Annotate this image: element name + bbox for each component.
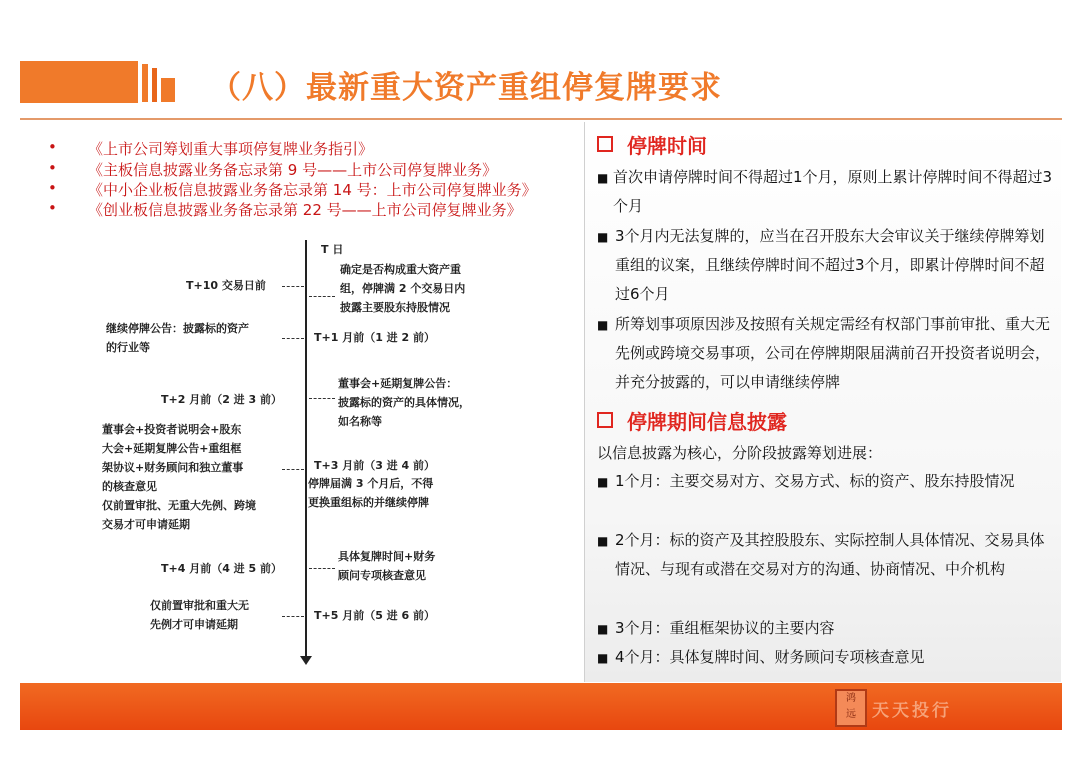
- timeline-note-resume: 具体复牌时间+财务 顾问专项核查意见: [338, 550, 436, 582]
- timeline-label-t2m: T+2 月前（2 进 3 前）: [161, 393, 282, 406]
- bullet-square-icon: ■: [597, 171, 609, 185]
- timeline-label-t5m: T+5 月前（5 进 6 前）: [314, 609, 435, 622]
- checkbox-square-icon: [597, 136, 613, 152]
- timeline-note-t0: 确定是否构成重大资产重 组，停牌满 2 个交易日内 披露主要股东持股情况: [340, 263, 466, 314]
- timeline-label-t3m: T+3 月前（3 进 4 前）: [314, 459, 435, 472]
- timeline-label-t10: T+10 交易日前: [186, 279, 266, 292]
- rule-item: 3个月内无法复牌的，应当在召开股东大会审议关于继续停牌筹划重组的议案，且继续停牌时间不超过3个月，即累计停牌时间不超过6个月: [615, 227, 1045, 303]
- disclosure-item: 1个月：主要交易对方、交易方式、标的资产、股东持股情况: [615, 472, 1015, 490]
- timeline-note-extension: 仅前置审批和重大无 先例才可申请延期: [150, 599, 249, 631]
- header-accent-stripe: [152, 68, 157, 102]
- timeline-connector: [282, 616, 304, 617]
- bullet-square-icon: ■: [597, 622, 609, 636]
- slide-title: （八）最新重大资产重组停复牌要求: [210, 70, 722, 106]
- timeline-connector: [309, 296, 335, 297]
- brand-watermark: 天天投行: [872, 701, 952, 721]
- section-title-suspension-time: 停牌时间: [597, 130, 707, 159]
- slide: [20, 38, 1062, 732]
- timeline-note-t3m: 停牌届满 3 个月后，不得 更换重组标的并继续停牌: [308, 477, 434, 509]
- header-accent-bar: [20, 61, 138, 103]
- timeline-connector: [282, 286, 304, 287]
- section-title-disclosure: 停牌期间信息披露: [597, 406, 787, 435]
- rule-item: 所筹划事项原因涉及按照有关规定需经有权部门事前审批、重大无先例或跨境交易事项，公司在停牌期限届满前召开投资者说明会，并充分披露的，可以申请继续停牌: [615, 315, 1051, 391]
- disclosure-item: 4个月：具体复牌时间、财务顾问专项核查意见: [615, 648, 925, 666]
- timeline-connector: [309, 568, 335, 569]
- header-accent-stripe: [161, 78, 175, 102]
- timeline-note-continue: 继续停牌公告：披露标的资产 的行业等: [106, 322, 249, 354]
- rule-item: 首次申请停牌时间不得超过1个月，原则上累计停牌时间不得超过3个月: [613, 168, 1053, 215]
- timeline-label-t0: T 日: [321, 243, 344, 256]
- timeline-label-t4m: T+4 月前（4 进 5 前）: [161, 562, 282, 575]
- bullet-square-icon: ■: [597, 534, 609, 548]
- document-item: • 《创业板信息披露业务备忘录第 22 号——上市公司停复牌业务》: [48, 199, 522, 219]
- document-item: • 《中小企业板信息披露业务备忘录第 14 号：上市公司停复牌业务》: [48, 179, 537, 199]
- bullet-square-icon: ■: [597, 475, 609, 489]
- bullet-square-icon: ■: [597, 318, 609, 332]
- header-accent-stripe: [142, 64, 148, 102]
- disclosure-item: 2个月：标的资产及其控股股东、实际控制人具体情况、交易具体情况、与现有或潜在交易对方的沟通、协商情况、中介机构: [615, 531, 1045, 578]
- footer-band: [20, 683, 1062, 730]
- disclosure-intro: 以信息披露为核心，分阶段披露筹划进展：: [597, 444, 883, 462]
- header-divider: [20, 118, 1062, 120]
- document-item: • 《上市公司筹划重大事项停复牌业务指引》: [48, 138, 374, 158]
- timeline-note-meeting: 董事会+投资者说明会+股东 大会+延期复牌公告+重组框 架协议+财务顾问和独立董事 的核查意见 仅前置审批、无重大先例、跨境 交易才可申请延期: [102, 423, 256, 531]
- disclosure-item: 3个月：重组框架协议的主要内容: [615, 619, 835, 637]
- bullet-square-icon: ■: [597, 230, 609, 244]
- document-item: • 《主板信息披露业务备忘录第 9 号——上市公司停复牌业务》: [48, 159, 498, 179]
- brand-seal-logo: 鸿 远: [835, 689, 867, 727]
- timeline-note-board: 董事会+延期复牌公告： 披露标的资产的具体情况， 如名称等: [338, 377, 470, 428]
- timeline-connector: [282, 469, 304, 470]
- timeline-axis: [305, 240, 307, 662]
- timeline-arrow-icon: [300, 656, 312, 665]
- checkbox-square-icon: [597, 412, 613, 428]
- bullet-square-icon: ■: [597, 651, 609, 665]
- timeline-label-t1m: T+1 月前（1 进 2 前）: [314, 331, 435, 344]
- timeline-connector: [309, 398, 335, 399]
- timeline-connector: [282, 338, 304, 339]
- requirements-panel: [584, 122, 1061, 682]
